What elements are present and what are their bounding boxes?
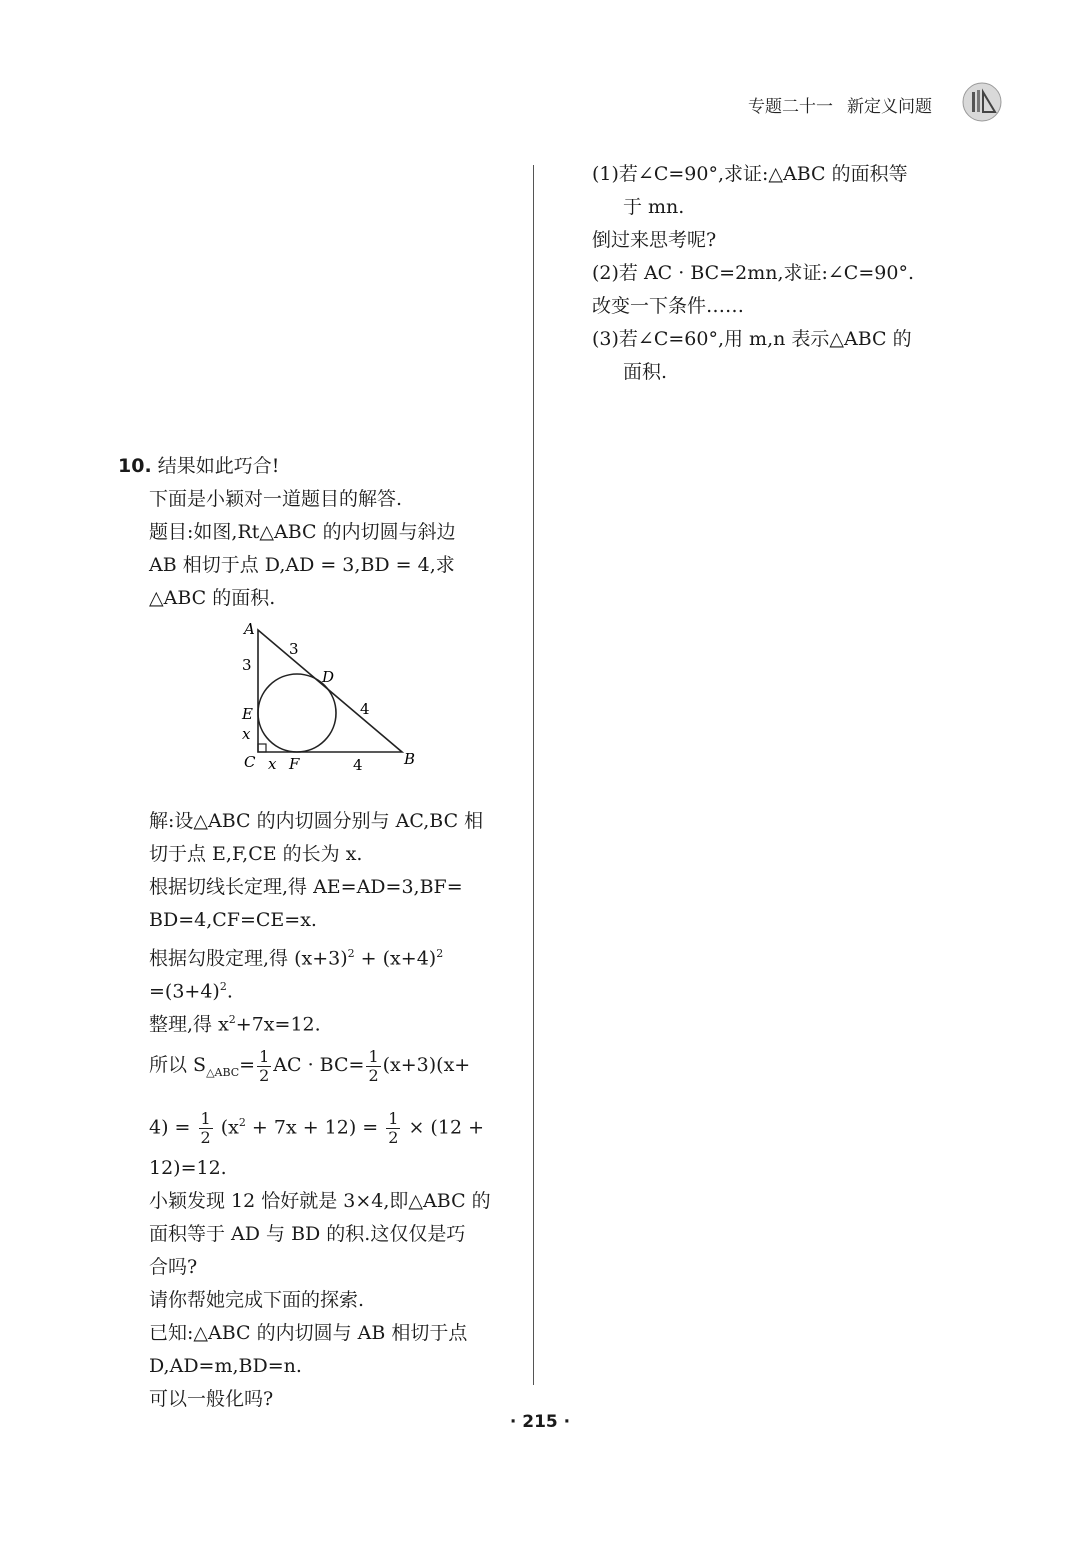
solution-line-10: 12)=12.	[149, 1157, 227, 1179]
label-D: D	[322, 668, 335, 686]
question-title-line	[118, 450, 518, 483]
fraction-denominator: 2	[259, 1065, 270, 1085]
area-subscript: △ABC	[206, 1065, 240, 1079]
problem-line-2: AB 相切于点 D,AD = 3,BD = 4,求	[149, 554, 455, 576]
equals: =	[239, 1054, 256, 1076]
think-line: 倒过来思考呢?	[592, 229, 717, 251]
label-F: F	[289, 755, 300, 773]
label-ae: 3	[242, 656, 252, 674]
column-divider	[533, 165, 534, 1385]
simplify-part-1: 整理,得 x	[149, 1013, 229, 1036]
expand-part-4: × (12 +	[402, 1116, 484, 1139]
solution-line-9	[118, 1094, 518, 1152]
simplify-part-2: +7x=12.	[235, 1013, 321, 1036]
fraction-denominator: 2	[200, 1127, 211, 1147]
observation-line-4: 请你帮她完成下面的探索.	[149, 1289, 365, 1311]
label-B: B	[404, 750, 416, 768]
part-1-line-1: (1)若∠C=90°,求证:△ABC 的面积等	[592, 163, 908, 185]
part-3-line-2: 面积.	[623, 361, 668, 383]
part-3-line-1: (3)若∠C=60°,用 m,n 表示△ABC 的	[592, 328, 912, 350]
period: .	[226, 980, 233, 1003]
triangle-incircle-figure	[232, 618, 432, 778]
expand-part-1: 4) =	[149, 1116, 197, 1139]
label-A: A	[244, 620, 255, 638]
question-10-parts	[592, 158, 972, 389]
solution-line-3: 根据切线长定理,得 AE=AD=3,BF=	[149, 876, 463, 898]
expand-part-3: + 7x + 12) =	[245, 1116, 385, 1139]
page-number: · 215 ·	[509, 1412, 571, 1432]
solution-line-7	[118, 1003, 518, 1036]
label-E: E	[242, 705, 253, 723]
exponent: 2	[219, 980, 227, 993]
label-cf: x	[268, 755, 277, 773]
intro-line: 下面是小颖对一道题目的解答.	[149, 488, 403, 510]
question-title: 结果如此巧合!	[157, 455, 280, 477]
known-line-2: D,AD=m,BD=n.	[149, 1355, 302, 1377]
expand-part-2: (x	[214, 1116, 239, 1139]
known-line-1: 已知:△ABC 的内切圆与 AB 相切于点	[149, 1322, 468, 1344]
problem-line-1: 题目:如图,Rt△ABC 的内切圆与斜边	[149, 521, 456, 543]
label-ce: x	[242, 725, 251, 743]
fraction-denominator: 2	[368, 1065, 379, 1085]
pythag-part-1: 根据勾股定理,得 (x+3)	[149, 947, 348, 970]
header-topic: 专题二十一	[748, 96, 833, 117]
solution-line-6	[118, 970, 518, 1003]
exponent: 2	[228, 1013, 236, 1026]
ruler-triangle-logo-icon	[962, 82, 1002, 122]
observation-line-3: 合吗?	[149, 1256, 198, 1278]
fraction-half	[366, 1048, 380, 1085]
fraction-numerator: 1	[368, 1046, 379, 1066]
area-prefix: 所以 S	[149, 1054, 207, 1076]
part-1-line-2: 于 mn.	[623, 196, 685, 218]
exponent: 2	[347, 947, 355, 960]
known-line-3: 可以一般化吗?	[149, 1388, 274, 1410]
pythag-part-2: + (x+4)	[354, 947, 437, 970]
solution-line-2: 切于点 E,F,CE 的长为 x.	[149, 843, 363, 865]
observation-line-2: 面积等于 AD 与 BD 的积.这仅仅是巧	[149, 1223, 466, 1245]
part-2-line: (2)若 AC · BC=2mn,求证:∠C=90°.	[592, 262, 914, 284]
exponent: 2	[238, 1116, 246, 1129]
fraction-numerator: 1	[200, 1108, 211, 1128]
change-line: 改变一下条件……	[592, 295, 745, 317]
question-number: 10.	[118, 455, 152, 477]
header-title: 新定义问题	[847, 96, 932, 117]
label-ad: 3	[289, 640, 299, 658]
fraction-half	[257, 1048, 271, 1085]
solution-line-4: BD=4,CF=CE=x.	[149, 909, 317, 931]
area-part-ac-bc: AC · BC=	[273, 1054, 365, 1076]
observation-line-1: 小颖发现 12 恰好就是 3×4,即△ABC 的	[149, 1190, 491, 1212]
pythag-rhs: =(3+4)	[149, 980, 220, 1003]
solution-line-8	[118, 1036, 518, 1094]
running-header	[748, 88, 932, 120]
fraction-denominator: 2	[388, 1127, 399, 1147]
right-angle-mark	[258, 744, 266, 752]
fraction-numerator: 1	[388, 1108, 399, 1128]
solution-line-1: 解:设△ABC 的内切圆分别与 AC,BC 相	[149, 810, 484, 832]
area-part-product: (x+3)(x+	[382, 1054, 471, 1076]
fraction-half	[386, 1110, 400, 1147]
solution-line-5	[118, 937, 518, 970]
label-bd: 4	[360, 700, 370, 718]
label-C: C	[244, 753, 256, 771]
question-10	[118, 450, 518, 1416]
label-bf: 4	[353, 756, 363, 774]
fraction-half	[199, 1110, 213, 1147]
fraction-numerator: 1	[259, 1046, 270, 1066]
exponent: 2	[436, 947, 444, 960]
problem-line-3: △ABC 的面积.	[149, 587, 276, 609]
